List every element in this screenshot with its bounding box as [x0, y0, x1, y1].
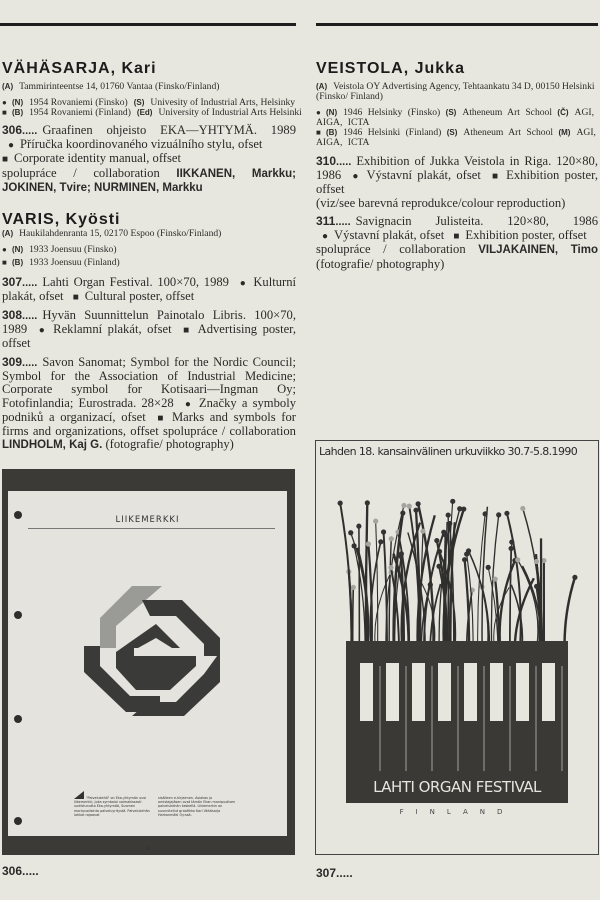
bullet-icon: ●: [239, 278, 248, 289]
manual-page-title: LIIKEMERKKI: [115, 515, 180, 525]
grass-seed: [436, 564, 441, 569]
white-key: [490, 663, 503, 721]
grass-seed: [504, 511, 509, 516]
binder-hole: [14, 817, 22, 825]
work-entry-311: 311..... Savignacin Julisteita. 120×80, 1986 ● Výstavní plakát, ofset ■ Exhibition poster, offset spolupráce / collaboration VILJAKAINEN, Timo (fotografie/ photography): [316, 214, 598, 271]
grass-seed: [398, 554, 403, 559]
grass-seed: [388, 565, 393, 570]
grass-seed: [338, 500, 343, 505]
binder-hole: [14, 611, 22, 619]
bullet-icon: ●: [2, 245, 7, 254]
square-icon: ■: [2, 108, 7, 117]
square-icon: ■: [2, 154, 9, 166]
figure-label: 307.....: [316, 866, 353, 880]
square-icon: ■: [157, 412, 166, 424]
white-key: [360, 663, 373, 721]
square-icon: ■: [72, 292, 79, 304]
work-entry-307: 307..... Lahti Organ Festival. 100×70, 1989 ● Kulturní plakát, ofset ■ Cultural poster, offset: [2, 275, 296, 304]
title-rule: [28, 528, 275, 529]
bio-line-cz: ● (N) 1946 Helsinky (Finsko) (S) Atheneum Art School (Č) AGI, AIGA, ICTA: [316, 107, 594, 128]
grass-stroke: [389, 539, 391, 658]
grass-seed: [348, 530, 353, 535]
top-rule-right: [316, 23, 598, 26]
grass-seed: [572, 575, 577, 580]
bullet-icon: ●: [184, 398, 193, 410]
bullet-icon: ●: [316, 108, 321, 117]
caption-text: sisälleen e-kirjaimen. Asiakas ja omistajajäsen ovat tämän Ekan monipuolisen palvelukehän keskellä. Liikemerkin on suunnitellut graafikko Kari Vähäsarja Harkonmäki Oy:ssä.: [158, 796, 236, 817]
grass-seed: [413, 508, 418, 513]
grass-seed: [464, 552, 469, 557]
grass-seed: [416, 501, 421, 506]
white-key: [412, 663, 425, 721]
grass-seed: [462, 557, 467, 562]
work-entry-308: 308..... Hyvän Suunnittelun Painotalo Libris. 100×70, 1989 ● Reklamní plakát, ofset ■ Advertising poster, offset: [2, 308, 297, 351]
grass-seed: [420, 529, 425, 534]
grass-seed: [509, 539, 514, 544]
work-entry-309: 309..... Savon Sanomat; Symbol for the Nordic Council; Symbol for the Association of Industrial Medicine; Corporate symbol for Kotisaari—Ingman Oy; Fotofinlandia; Eurostrada. 28×28 ● Značky a symboly podniků a organizací, ofset ■ Marks and symbols for firms and organizations, offset spolupráce / collaboration LINDHOLM, Kaj G. (fotografie/ photography): [2, 355, 296, 452]
grass-stroke: [340, 503, 351, 655]
lahti-organ-festival-poster: [315, 440, 599, 855]
artist-name: VEISTOLA, Jukka: [316, 60, 465, 77]
artist-name: VÄHÄSARJA, Kari: [2, 60, 157, 77]
artist-address: (A) Tammirinteentse 14, 01760 Vantaa (Finsko/Finland): [2, 81, 220, 92]
grass-seed: [534, 559, 539, 564]
white-key: [464, 663, 477, 721]
grass-seed: [515, 557, 520, 562]
grass-seed: [457, 506, 462, 511]
top-rule-left: [0, 23, 296, 26]
artist-address: (A) Veistola OY Advertising Agency, Tehtaankatu 34 D, 00150 Helsinki (Finsko/ Finland): [316, 81, 595, 102]
grass-seed: [381, 529, 386, 534]
page-number: 11: [145, 846, 150, 851]
work-entry-310: 310..... Exhibition of Jukka Veistola in Riga. 120×80, 1986 ● Výstavní plakát, ofset ■ Exhibition poster, offset (viz/see barevná reprodukce/colour reproduction): [316, 154, 598, 210]
grass-seed: [378, 539, 383, 544]
square-icon: ■: [316, 128, 321, 137]
white-key: [438, 663, 451, 721]
white-key: [516, 663, 529, 721]
grass-seed: [520, 506, 525, 511]
eka-logo: [72, 586, 232, 726]
white-key: [386, 663, 399, 721]
grass-seed: [407, 504, 412, 509]
grass-seed: [365, 500, 370, 505]
bullet-icon: ●: [8, 140, 15, 152]
artist-address: (A) Haukilahdenranta 15, 02170 Espoo (Finsko/Finland): [2, 228, 222, 239]
bio-line-cz: ● (N) 1954 Rovaniemi (Finsko) (S) Univesity of Industrial Arts, Helsinky: [2, 97, 296, 108]
bio-line-en: ■ (B) 1946 Helsinki (Finland) (S) Atheneum Art School (M) AGI, AIGA, ICTA: [316, 127, 596, 148]
work-entry-306: 306..... Graafinen ohjeisto EKA—YHTYMÄ. 1989 ● Příručka koordinovaného vizuálního stylu, ofset ■ Corporate identity manual, offset spolupráce / collaboration IIKKANEN, Markku; JOKINEN, Tvire; NURMINEN, Markku: [2, 123, 296, 194]
binder-hole: [14, 715, 22, 723]
poster-country: FINLAND: [399, 808, 515, 816]
grass-stroke: [353, 587, 354, 642]
manual-page: [8, 491, 287, 851]
grass-seed: [483, 511, 488, 516]
grass-seed: [496, 512, 501, 517]
grass-seed: [434, 538, 439, 543]
figure-label: 306.....: [2, 864, 39, 878]
grass-stroke: [510, 548, 511, 656]
grass-seed: [486, 565, 491, 570]
grass-seed: [366, 541, 371, 546]
grass-seed: [351, 585, 356, 590]
bullet-icon: ●: [352, 171, 361, 183]
bio-line-cz: ● (N) 1933 Joensuu (Finsko): [2, 244, 117, 255]
grass-stroke: [376, 521, 378, 643]
square-icon: ■: [453, 231, 460, 243]
grass-seed: [373, 519, 378, 524]
identity-manual-photo: [2, 469, 295, 855]
grass-stroke: [500, 560, 515, 646]
caption-text: "Palvelukehä" on Eka-yhtymän uusi liikemerkki, joka symboloi voimakkaasti uudistunutta Eka-yhtymää, Suomen monipuolisinta palveluyritystä. Palvelukehän lohkot rajaavat: [74, 796, 150, 817]
square-icon: ■: [2, 258, 7, 267]
poster-title: LAHTI ORGAN FESTIVAL: [373, 778, 541, 796]
bullet-icon: ●: [2, 98, 7, 107]
bullet-icon: ●: [38, 325, 48, 337]
grass-stroke: [482, 507, 487, 651]
bio-line-en: ■ (B) 1954 Rovaniemi (Finland) (Ed) University of Industrial Arts Helsinki: [2, 107, 302, 118]
grass-seed: [493, 576, 498, 581]
grass-seed: [450, 499, 455, 504]
white-key: [542, 663, 555, 721]
grass-seed: [441, 530, 446, 535]
grass-seed: [446, 512, 451, 517]
grass-seed: [401, 503, 406, 508]
grass-seed: [509, 546, 514, 551]
grass-seed: [389, 536, 394, 541]
grass-seed: [356, 524, 361, 529]
artist-name: VARIS, Kyösti: [2, 211, 121, 228]
poster-headline: Lahden 18. kansainvälinen urkuviikko 30.7-5.8.1990: [319, 445, 578, 458]
square-icon: ■: [183, 325, 192, 337]
bullet-icon: ●: [322, 231, 329, 243]
bio-line-en: ■ (B) 1933 Joensuu (Finland): [2, 257, 120, 268]
square-icon: ■: [492, 171, 501, 183]
grass-seed: [400, 510, 405, 515]
